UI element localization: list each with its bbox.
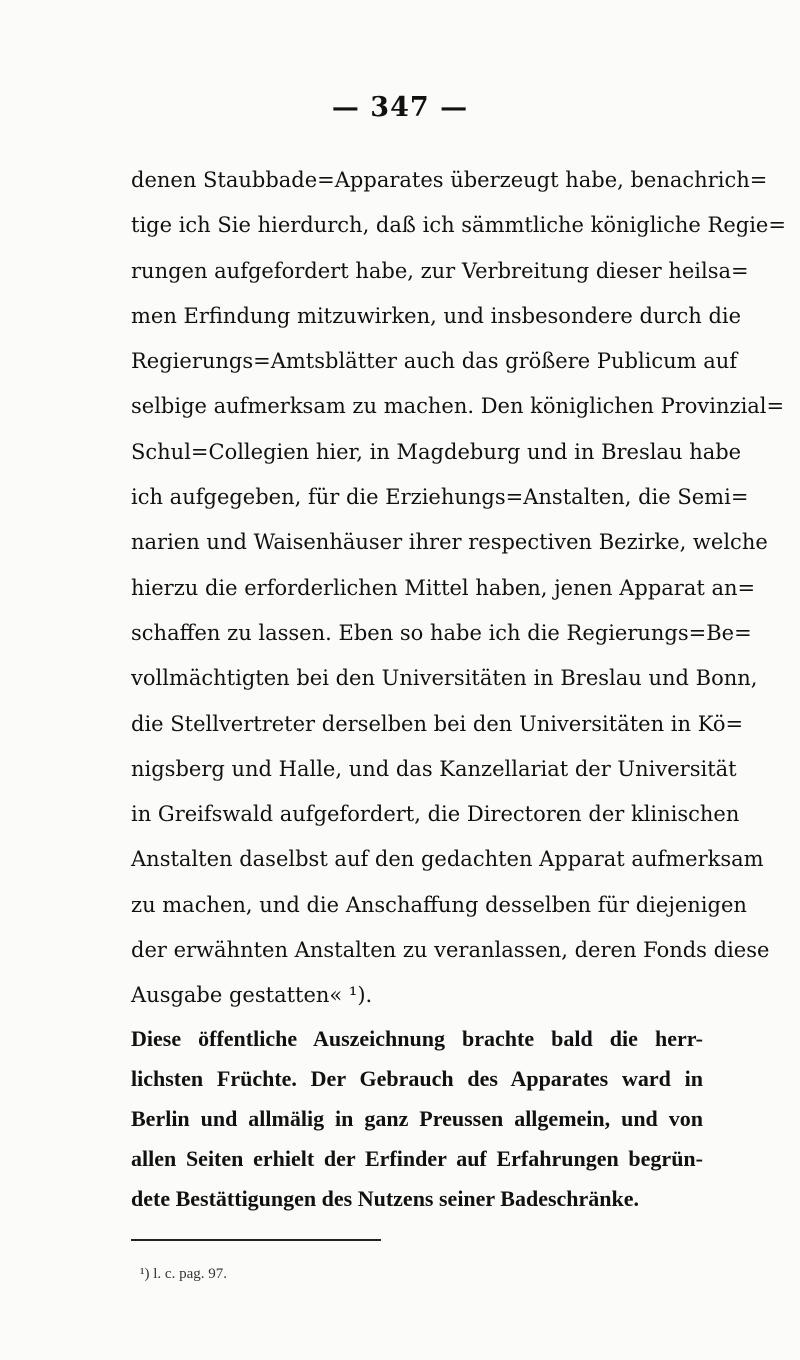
text-line: zu machen, und die Anschaffung desselben für diejenigen xyxy=(131,892,747,917)
text-line: denen Staubbade=Apparates überzeugt habe, benachrich= xyxy=(131,168,768,192)
text-line: die Stellvertreter derselben bei den Universitäten in Kö= xyxy=(131,711,744,736)
body-text xyxy=(131,158,786,1219)
text-line: Regierungs=Amtsblätter auch das größere Publicum auf xyxy=(131,349,738,374)
footnote: ¹) l. c. pag. 97. xyxy=(140,1266,227,1282)
paragraph-line: allen Seiten erhielt der Erfinder auf Erfahrungen begrün- xyxy=(131,1145,703,1171)
paragraph-line: dete Bestättigungen des Nutzens seiner Badeschränke. xyxy=(131,1185,640,1211)
text-line: selbige aufmerksam zu machen. Den königlichen Provinzial= xyxy=(131,394,785,419)
text-line: rungen aufgefordert habe, zur Verbreitung dieser heilsa= xyxy=(131,258,749,283)
text-line: men Erfindung mitzuwirken, und insbesondere durch die xyxy=(131,303,742,328)
text-line: hierzu die erforderlichen Mittel haben, jenen Apparat an= xyxy=(131,575,756,600)
text-line: in Greifswald aufgefordert, die Directoren der klinischen xyxy=(131,802,740,827)
text-line: tige ich Sie hierdurch, daß ich sämmtliche königliche Regie= xyxy=(131,213,786,238)
text-line: schaffen zu lassen. Eben so habe ich die Regierungs=Be= xyxy=(131,620,752,645)
paragraph-line: Diese öffentliche Auszeichnung brachte bald die herr- xyxy=(131,1025,703,1051)
text-line: der erwähnten Anstalten zu veranlassen, deren Fonds diese xyxy=(131,938,770,963)
text-line: Schul=Collegien hier, in Magdeburg und in Breslau habe xyxy=(131,439,742,464)
footnote-divider xyxy=(131,1239,381,1241)
paragraph-line: lichsten Früchte. Der Gebrauch des Apparates ward in xyxy=(131,1065,703,1091)
text-line: Anstalten daselbst auf den gedachten Apparat aufmerksam xyxy=(131,847,764,872)
text-line: vollmächtigten bei den Universitäten in Breslau und Bonn, xyxy=(131,666,758,691)
text-line: ich aufgegeben, für die Erziehungs=Anstalten, die Semi= xyxy=(131,485,749,510)
paragraph-line: Berlin und allmälig in ganz Preussen allgemein, und von xyxy=(131,1105,703,1131)
text-line: narien und Waisenhäuser ihrer respectiven Bezirke, welche xyxy=(131,530,768,555)
page-number: — 347 — xyxy=(331,92,469,123)
text-line: nigsberg und Halle, und das Kanzellariat der Universität xyxy=(131,756,737,781)
text-line: Ausgabe gestatten« ¹). xyxy=(131,983,373,1008)
